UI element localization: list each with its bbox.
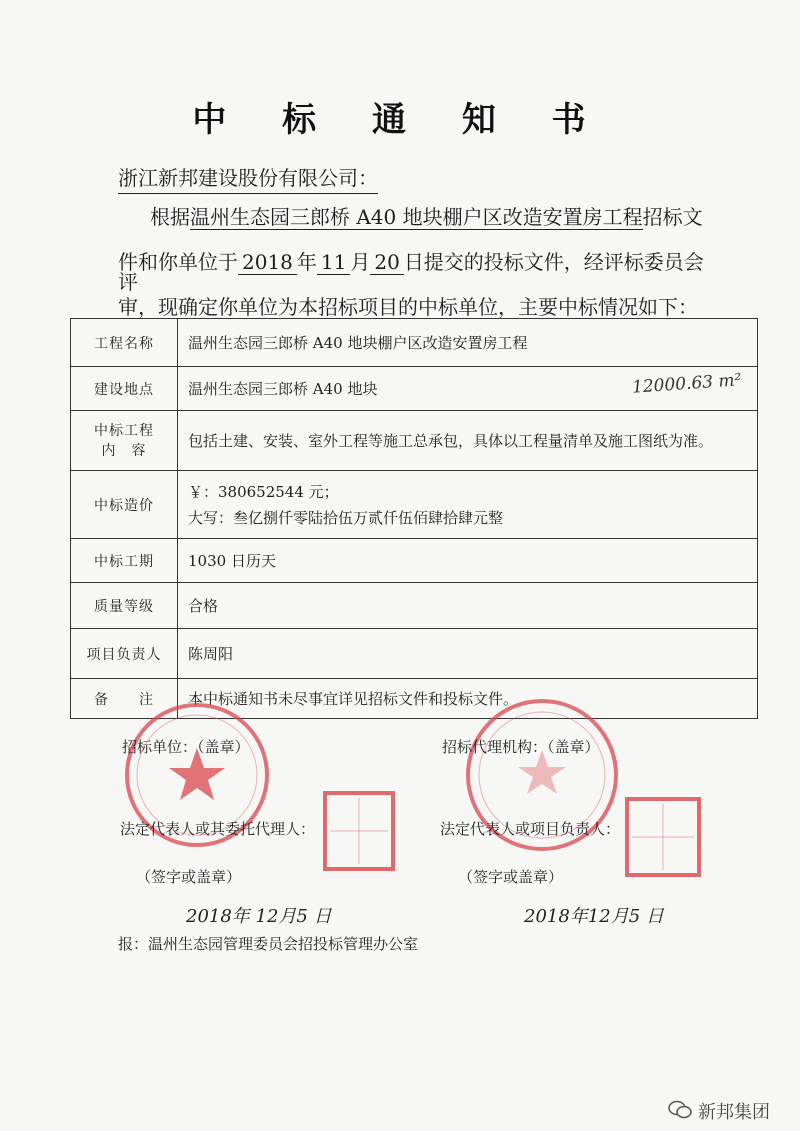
date-right: 2018年12月5 日 (524, 906, 664, 927)
table-row (71, 367, 758, 411)
right-personal-seal (624, 796, 702, 878)
row-label: 项目负责人 (71, 629, 178, 679)
report-to-note: 报：温州生态园管理委员会招投标管理办公室 (118, 935, 419, 953)
row-value-cell (178, 367, 758, 411)
price-words: 大写：叁亿捌仟零陆拾伍万贰仟伍佰肆拾肆元整 (188, 508, 504, 527)
project-name: 温州生态园三郎桥 A40 地块棚户区改造安置房工程 (190, 205, 643, 229)
left-personal-seal (322, 790, 396, 872)
date-left: 2018年 12月5 日 (186, 906, 332, 927)
row-value: 本中标通知书未尽事宜详见招标文件和投标文件。 (178, 679, 758, 719)
row-value: 温州生态园三郎桥 A40 地块棚户区改造安置房工程 (178, 319, 758, 367)
row-value: 合格 (178, 583, 758, 629)
row-value-cell (178, 471, 758, 539)
handwritten-area: 12000.63 m² (630, 370, 742, 398)
table-row (71, 411, 758, 471)
paragraph-line-2: 件和你单位于 2018 年 11 月 20 日提交的投标文件，经评标委员会评 (118, 250, 704, 294)
document-title: 中 标 通 知 书 (192, 100, 608, 140)
row-label: 中标工程 内 容 (71, 411, 178, 471)
row-value: 1030 日历天 (178, 539, 758, 583)
wechat-icon (668, 1100, 692, 1120)
watermark: 新邦集团 (698, 1102, 770, 1123)
row-label: 建设地点 (71, 367, 178, 411)
table-row (71, 583, 758, 629)
agency-seal-label: 招标代理机构：（盖章） (442, 738, 600, 756)
table-row (71, 539, 758, 583)
table-row (71, 471, 758, 539)
row-label: 中标工期 (71, 539, 178, 583)
submit-month: 11 (317, 250, 350, 275)
row-label: 中标造价 (71, 471, 178, 539)
row-label: 工程名称 (71, 319, 178, 367)
table-row (71, 319, 758, 367)
table-row (71, 629, 758, 679)
row-value: 陈周阳 (178, 629, 758, 679)
row-value: 包括土建、安装、室外工程等施工总承包，具体以工程量清单及施工图纸为准。 (178, 411, 758, 471)
paragraph-line-3: 审，现确定你单位为本招标项目的中标单位，主要中标情况如下： (118, 295, 698, 319)
submit-year: 2018 (238, 250, 297, 275)
legal-rep-right-label: 法定代表人或项目负责人： (440, 820, 621, 838)
row-label: 质量等级 (71, 583, 178, 629)
submit-day: 20 (370, 250, 403, 275)
tenderer-seal-label: 招标单位：（盖章） (122, 738, 250, 756)
sign-note-right: （签字或盖章） (458, 868, 564, 886)
sign-note-left: （签字或盖章） (136, 868, 242, 886)
legal-rep-left-label: 法定代表人或其委托代理人： (120, 820, 316, 838)
row-label: 备 注 (71, 679, 178, 719)
paragraph-line-1: 根据温州生态园三郎桥 A40 地块棚户区改造安置房工程招标文 (150, 205, 703, 229)
price-figure: ￥：380652544 元； (188, 482, 339, 501)
row-value: 温州生态园三郎桥 A40 地块 (188, 379, 378, 398)
addressee: 浙江新邦建设股份有限公司： (118, 162, 378, 194)
award-info-table (70, 318, 758, 719)
